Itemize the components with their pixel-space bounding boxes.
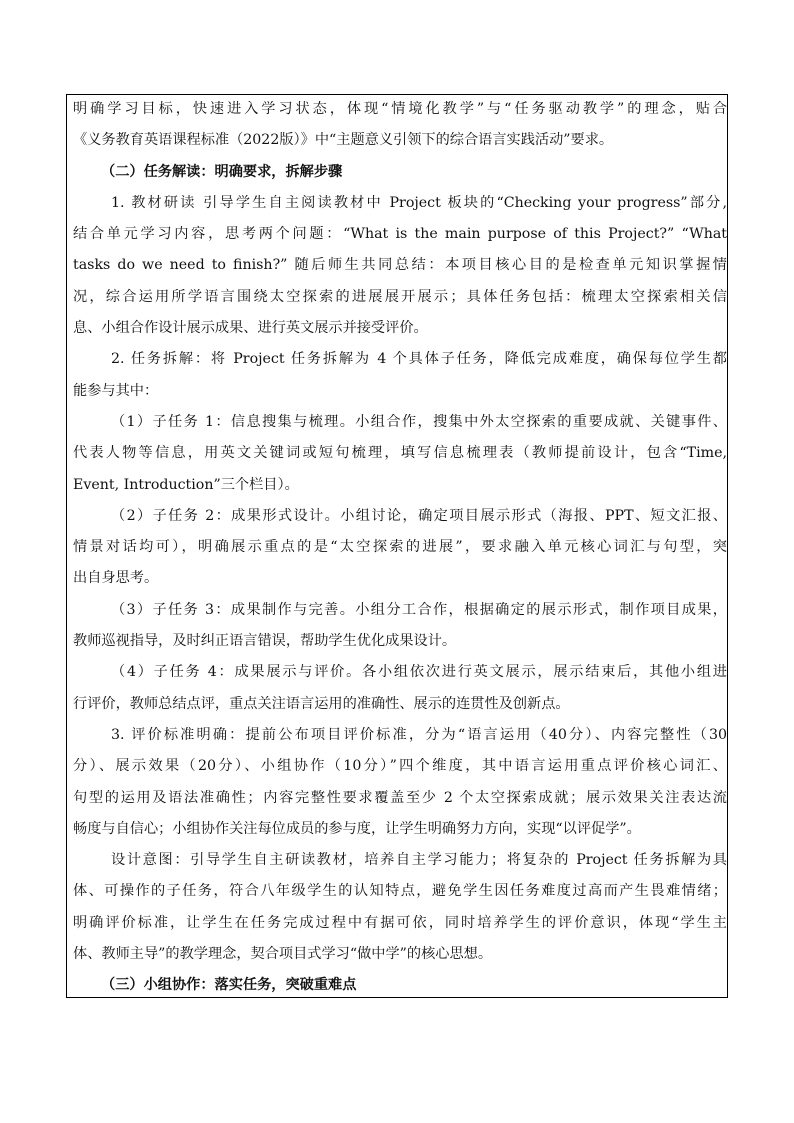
text-line: 明确学习目标，快速进入学习状态，体现“情境化教学”与“任务驱动教学”的理念，贴合: [73, 101, 727, 117]
text-line: 2. 任务拆解：将 Project 任务拆解为 4 个具体子任务，降低完成难度，确保每位学生都: [111, 351, 727, 368]
text-line: 息、小组合作设计展示成果、进行英文展示并接受评价。: [73, 320, 428, 337]
text-line: （3）子任务 3：成果制作与完善。小组分工合作，根据确定的展示形式，制作项目成果，: [111, 601, 727, 618]
section-heading-group-collaboration: （三）小组协作：落实任务，突破重难点: [101, 977, 357, 994]
text-line: 畅度与自信心；小组协作关注每位成员的参与度，让学生明确努力方向，实现“以评促学”。: [73, 820, 641, 837]
text-line: 结合单元学习内容，思考两个问题：“What is the main purpose of this Project?” “What: [73, 226, 727, 243]
paragraph-evaluation-criteria: [73, 720, 727, 845]
paragraph-design-intent: [73, 845, 727, 970]
paragraph-subtask-2: [73, 501, 727, 595]
text-line: 能参与其中：: [73, 382, 159, 399]
text-line: 1. 教材研读 引导学生自主阅读教材中 Project 板块的“Checking your progress”部分,: [111, 194, 727, 211]
text-line: （2）子任务 2：成果形式设计。小组讨论，确定项目展示形式（海报、PPT、短文汇报、: [111, 507, 727, 524]
lesson-plan-text: [73, 94, 727, 1002]
text-line: 况，综合运用所学语言围绕太空探索的进展展开展示；具体任务包括：梳理太空探索相关信: [73, 288, 727, 305]
section-heading-task-interpretation: （二）任务解读：明确要求，拆解步骤: [101, 163, 343, 180]
text-line: 教师巡视指导，及时纠正语言错误，帮助学生优化成果设计。: [73, 633, 457, 650]
paragraph-textbook-study: [73, 188, 727, 344]
text-line: （4）子任务 4：成果展示与评价。各小组依次进行英文展示，展示结束后，其他小组进: [111, 664, 727, 681]
text-line: 体、可操作的子任务，符合八年级学生的认知特点，避免学生因任务难度过高而产生畏难情绪；: [73, 883, 727, 900]
text-line: 分）、展示效果（20分）、小组协作（10分）”四个维度，其中语言运用重点评价核心词汇、: [73, 758, 727, 775]
paragraph-subtask-4: [73, 657, 727, 720]
text-line: 3. 评价标准明确：提前公布项目评价标准，分为“语言运用（40分）、内容完整性（30: [111, 726, 727, 743]
text-line: 《义务教育英语课程标准（2022版）》中“主题意义引领下的综合语言实践活动”要求。: [73, 132, 614, 149]
text-line: 明确评价标准，让学生在任务完成过程中有据可依，同时培养学生的评价意识，体现“学生主: [73, 914, 727, 931]
text-line: 出自身思考。: [73, 570, 159, 587]
text-line: 体、教师主导”的教学理念，契合项目式学习“做中学”的核心思想。: [73, 946, 493, 963]
text-line: （1）子任务 1：信息搜集与梳理。小组合作，搜集中外太空探索的重要成就、关键事件、: [111, 413, 727, 430]
text-line: 代表人物等信息，用英文关键词或短句梳理，填写信息梳理表（教师提前设计，包含“Time,: [73, 445, 727, 462]
intro-paragraph: [73, 94, 727, 157]
paragraph-subtask-1: [73, 407, 727, 501]
text-line: 情景对话均可），明确展示重点的是“太空探索的进展”，要求融入单元核心词汇与句型，突: [73, 539, 727, 556]
text-line: 设计意图：引导学生自主研读教材，培养自主学习能力；将复杂的 Project 任务拆解为具: [111, 852, 727, 869]
text-line: 行评价，教师总结点评，重点关注语言运用的准确性、展示的连贯性及创新点。: [73, 695, 570, 712]
paragraph-task-breakdown: [73, 344, 727, 407]
text-line: tasks do we need to finish?” 随后师生共同总结：本项目核心目的是检查单元知识掌握情: [73, 257, 727, 274]
paragraph-subtask-3: [73, 595, 727, 658]
text-line: Event, Introduction”三个栏目）。: [73, 476, 299, 493]
text-line: 句型的运用及语法准确性；内容完整性要求覆盖至少 2 个太空探索成就；展示效果关注表达流: [73, 789, 727, 806]
